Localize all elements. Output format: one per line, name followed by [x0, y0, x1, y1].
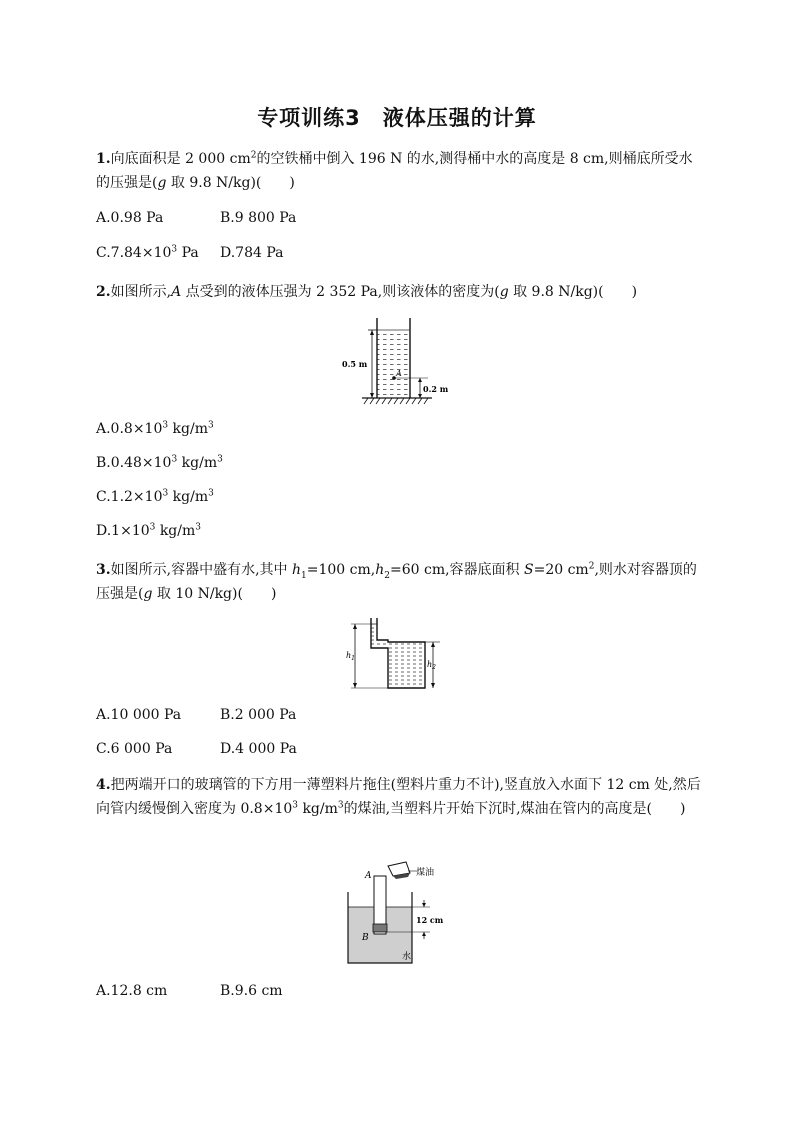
question-number: 1. [96, 151, 111, 167]
plastic-sheet [373, 924, 387, 932]
label-h1: $h_1$ [346, 651, 355, 662]
option-d[interactable]: $D.1\times 10^3$ $kg/m^3$ [96, 522, 201, 539]
option-c[interactable]: $C.7.84\times 10^3$ Pa [96, 244, 199, 261]
option-a[interactable]: A.0.98 Pa [96, 210, 164, 226]
question-4: 4.把两端开口的玻璃管的下方用一薄塑料片拖住(塑料片重力不计),竖直放入水面下 12 cm 处,然后向管内缓慢倒入密度为 $0.8\times 10^3$ $kg/m^3$的煤油,当塑料片开始下沉时,煤油在管内的高度是( ) [96, 777, 701, 817]
question-2: 2.如图所示,A 点受到的液体压强为 2 352 Pa,则该液体的密度为(g 取 9.8 N/kg)( ) [96, 284, 638, 300]
container-diagram-q2 [340, 312, 452, 408]
label-depth: 12 cm [416, 915, 444, 925]
container-diagram-q3 [346, 614, 446, 692]
label-a: A [396, 369, 402, 378]
option-c[interactable]: C.6 000 Pa [96, 741, 173, 757]
option-b[interactable]: $B.0.48\times 10^3$ $kg/m^3$ [96, 454, 223, 471]
label-height: 0.5 m [342, 359, 368, 369]
option-b[interactable]: B.9 800 Pa [220, 210, 297, 226]
water [371, 624, 425, 688]
question-number: 2. [96, 284, 111, 300]
option-a[interactable]: A.12.8 cm [96, 983, 168, 999]
page-title: 专项训练3 液体压强的计算 [257, 106, 537, 130]
label-h2: $h_2$ [427, 660, 436, 671]
label-small-height: 0.2 m [423, 384, 449, 394]
label-water: 水 [402, 952, 412, 962]
label-kerosene: 煤油 [416, 868, 435, 878]
option-d[interactable]: D.4 000 Pa [220, 741, 297, 757]
question-number: 3. [96, 562, 111, 578]
option-b[interactable]: B.2 000 Pa [220, 707, 297, 723]
question-1: 1.向底面积是 2 000 $cm^2$的空铁桶中倒入 196 N 的水,测得桶中水的高度是 8 cm,则桶底所受水的压强是(g 取 9.8 N/kg)( ) [96, 150, 693, 191]
option-d[interactable]: D.784 Pa [220, 245, 284, 261]
ground-hatch [364, 398, 428, 404]
option-a[interactable]: A.10 000 Pa [96, 707, 182, 723]
option-a[interactable]: $A.0.8\times 10^3$ $kg/m^3$ [96, 420, 214, 437]
label-b: B [362, 933, 369, 943]
liquid [377, 330, 410, 398]
tube-diagram-q4 [338, 858, 458, 968]
label-a: A [365, 871, 372, 881]
question-3: 3.如图所示,容器中盛有水,其中 $h_1=100$ $cm,h_2=60$ cm,容器底面积 S=20 $cm^2$,则水对容器顶的压强是(g 取 10 N/kg)( ) [96, 561, 697, 602]
question-number: 4. [96, 777, 111, 793]
option-c[interactable]: $C.1.2\times 10^3$ $kg/m^3$ [96, 488, 214, 505]
option-b[interactable]: B.9.6 cm [220, 983, 283, 999]
